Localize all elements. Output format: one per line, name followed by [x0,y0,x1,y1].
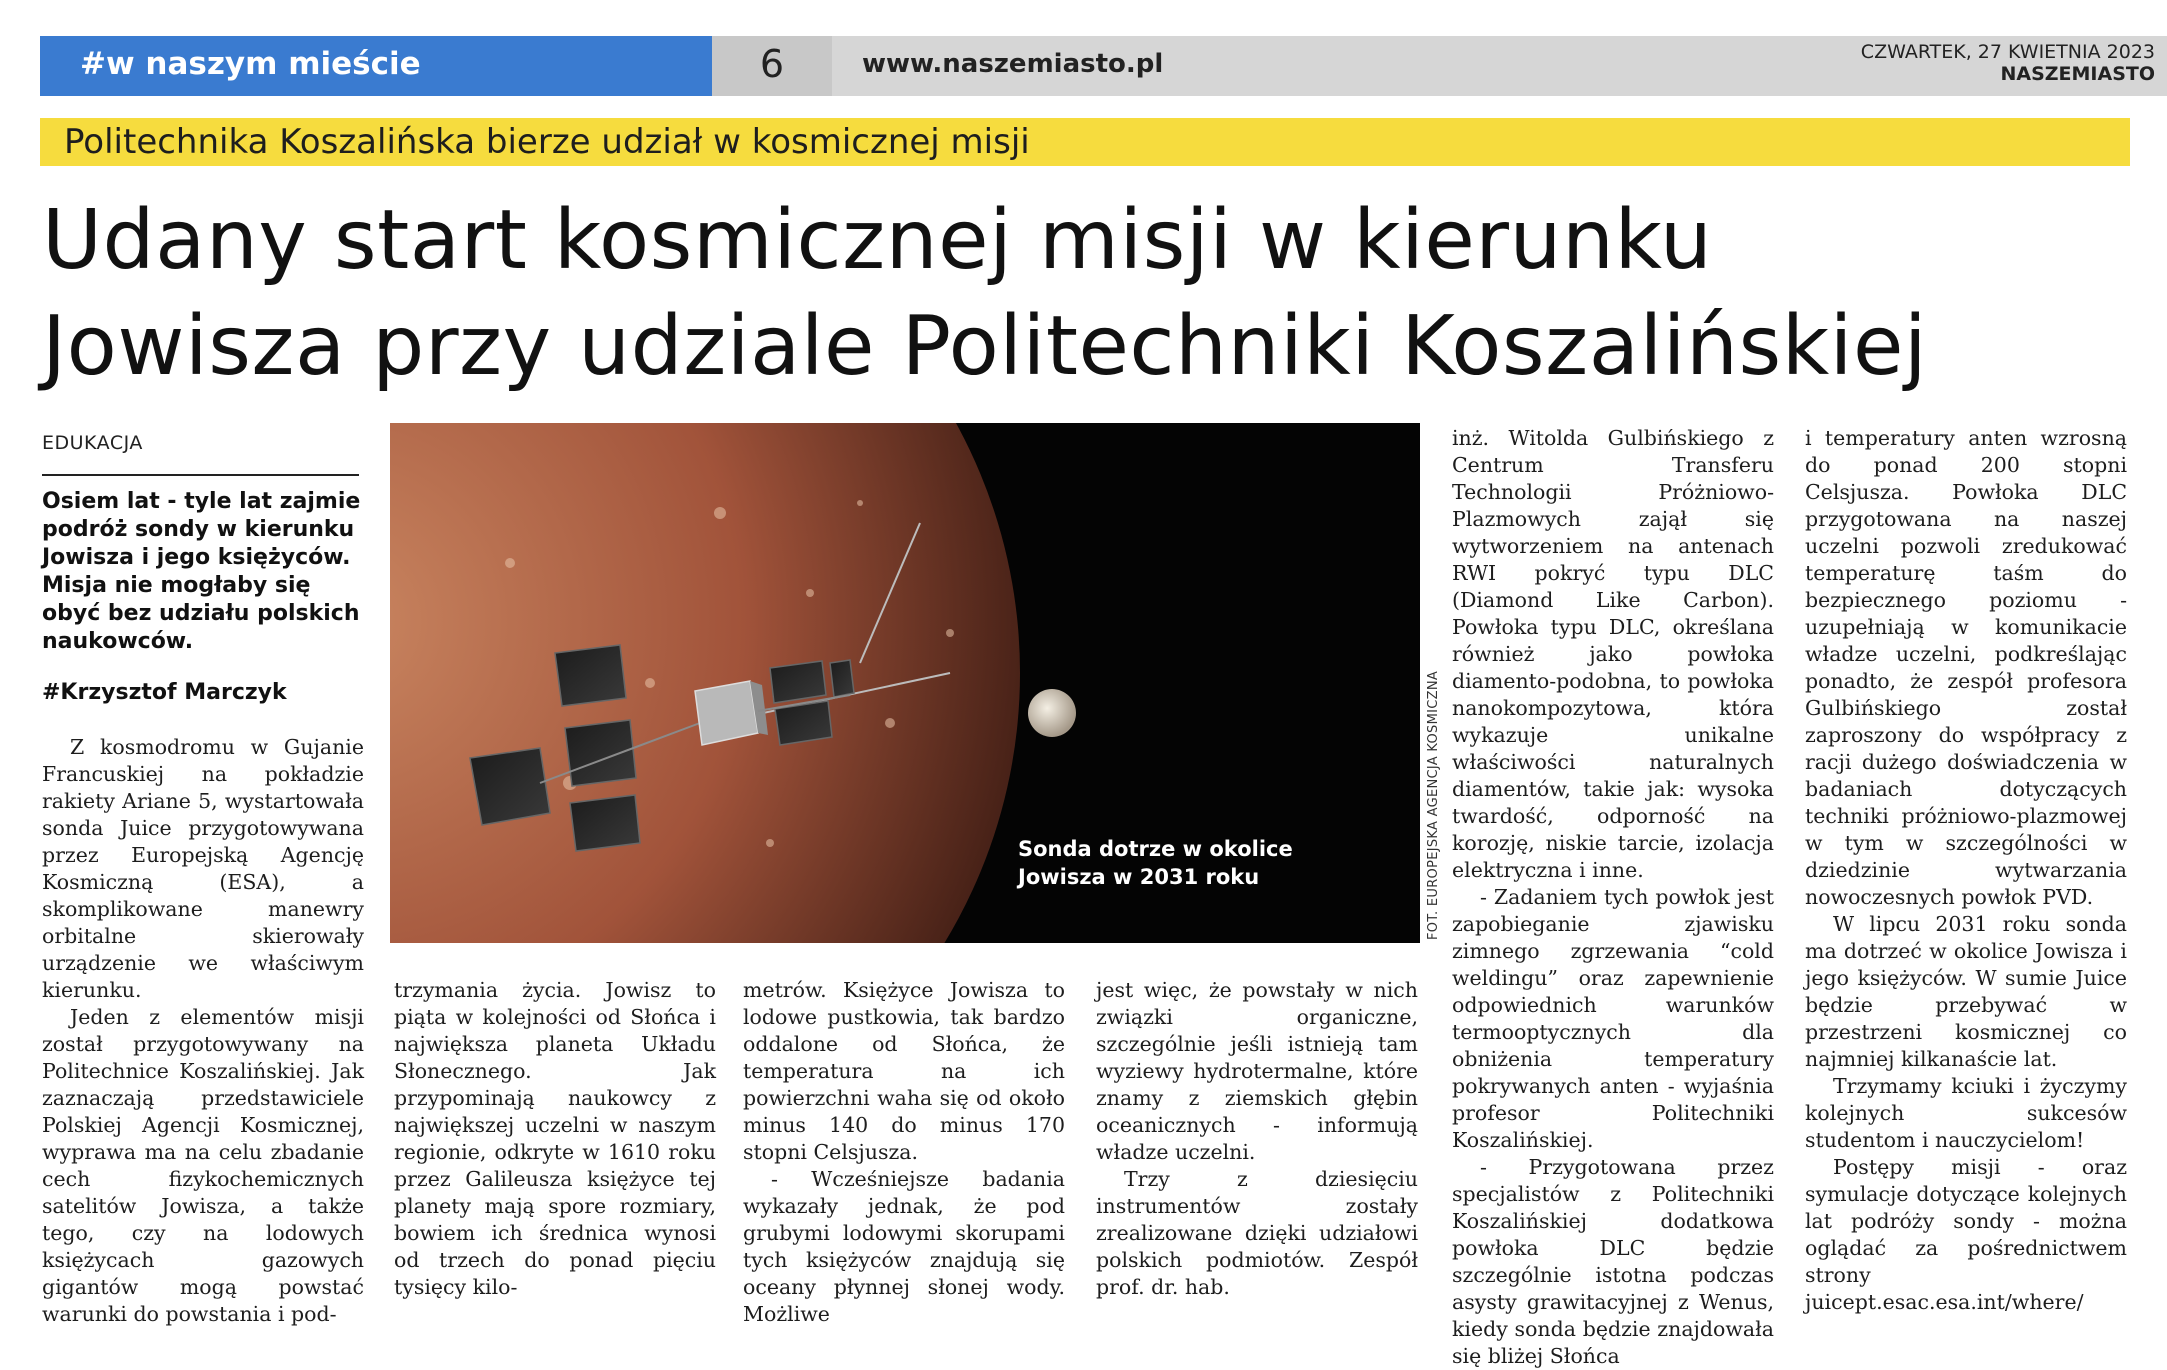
url-banner [832,36,2167,96]
headline-line-1: Udany start kosmicznej misji w kierunku [42,193,1713,288]
paragraph: Trzy z dziesięciu instrumentów zostały zrealizowane dzięki udziałowi polskich podmiotów. Zespół prof. dr. hab. [1096,1167,1418,1299]
moon-ganymede [390,423,1020,943]
photo-credit: FOT. EUROPEJSKA AGENCJA KOSMICZNA [1426,670,1441,940]
kicker-text: Politechnika Koszalińska bierze udział w kosmicznej misji [64,122,1030,162]
headline [42,188,2142,400]
page-number-box [712,36,832,96]
photo-caption: Sonda dotrze w okolice Jowisza w 2031 roku [1018,837,1293,889]
paragraph: inż. Witolda Gulbińskiego z Centrum Transferu Technologii Próżniowo-Plazmowych zajął się wytworzeniem na antenach RWI pokryć typu DLC (Diamond Like Carbon). Powłoka typu DLC, określana również jako powłoka diamento-podobna, to powłoka nanokompozytowa, która wykazuje unikalne właściwości naturalnych diamentów, takie jak: wysoka twardość, odporność na korozję, niskie tarcie, izolacja elektryczna i inne. [1452,426,1774,882]
section-label: #w naszym mieście [80,46,421,82]
paragraph: Trzymamy kciuki i życzymy kolejnych sukcesów studentom i nauczycielom! [1805,1074,2127,1152]
jupiter-icon [1028,689,1076,737]
paragraph: - Przygotowana przez specjalistów z Politechniki Koszalińskiej dodatkowa powłoka DLC będzie szczególnie istotna podczas asysty grawitacyjnej z Wenus, kiedy sonda będzie znajdowała się bliżej Słońca [1452,1155,1774,1368]
paragraph: Z kosmodromu w Gujanie Francuskiej na pokładzie rakiety Ariane 5, wystartowała sonda Juice przygotowywana przez Europejską Agencję Kosmiczną (ESA), a skomplikowane manewry orbitalne skierowały urządzenie we właściwym kierunku. [42,735,364,1002]
author-byline: #Krzysztof Marczyk [42,680,287,705]
paragraph: jest więc, że powstały w nich związki organiczne, szczególnie jeśli istnieją tam wyziewy hydrotermalne, które znamy z ziemskich głębin oceanicznych - informują władze uczelni. [1096,978,1418,1164]
paragraph: Jeden z elementów misji został przygotowywany na Politechnice Koszalińskiej. Jak zaznaczają przedstawiciele Polskiej Agencji Kosmicznej, wyprawa ma na celu zbadanie cech fizykochemicznych satelitów Jowisza, a także tego, czy na lodowych księżycach gazowych gigantów mogą powstać warunki do powstania i pod- [42,1005,364,1326]
article-column-6 [1805,425,2127,1316]
paragraph: - Wcześniejsze badania wykazały jednak, że pod grubymi lodowymi skorupami tych księżyców znajdują się oceany płynnej słonej wody. Możliwe [743,1167,1065,1326]
article-photo [390,423,1420,943]
article-column-1 [42,734,364,1328]
article-column-4 [1096,977,1418,1301]
masthead [40,36,2167,96]
paragraph: trzymania życia. Jowisz to piąta w kolejności od Słońca i największa planeta Układu Słonecznego. Jak przypominają naukowcy z największej uczelni w naszym regionie, odkryte w 1610 roku przez Galileusza księżyce tej planety mają spore rozmiary, bowiem ich średnica wynosi od trzech do ponad pięciu tysięcy kilo- [394,978,716,1299]
paragraph: W lipcu 2031 roku sonda ma dotrzeć w okolice Jowisza i jego księżyców. W sumie Juice będzie przebywać w przestrzeni kosmicznej co najmniej kilkanaście lat. [1805,912,2127,1071]
site-url[interactable]: www.naszemiasto.pl [862,49,1164,79]
lead-paragraph: Osiem lat - tyle lat zajmie podróż sondy w kierunku Jowisza i jego księżyców. Misja nie mogłaby się obyć bez udziału polskich naukowców. [42,489,361,654]
article-column-3 [743,977,1065,1328]
paragraph: metrów. Księżyce Jowisza to lodowe pustkowia, tak bardzo oddalone od Słońca, że temperatura na ich powierzchni waha się od około minus 140 do minus 170 stopni Celsjusza. [743,978,1065,1164]
paragraph: i temperatury anten wzrosną do ponad 200 stopni Celsjusza. Powłoka DLC przygotowana na naszej uczelni pozwoli zredukować temperaturę taśm do bezpiecznego poziomu - uzupełniają w komunikacie władze uczelni, podkreślając ponadto, że zespół profesora Gulbińskiego został zaproszony do współpracy z racji dużego doświadczenia w badaniach dotyczących techniki próżniowo-plazmowej w tym w szczególności w dziedzinie wytwarzania nowoczesnych powłok PVD. [1805,426,2127,909]
article-column-2 [394,977,716,1301]
headline-line-2: Jowisza przy udziale Politechniki Koszalińskiej [42,299,1928,394]
issue-date: CZWARTEK, 27 KWIETNIA 2023 [1860,41,2155,63]
article-column-5 [1452,425,1774,1370]
rubric: EDUKACJA [42,432,143,454]
kicker-bar [40,118,2130,166]
section-banner [40,36,712,96]
paragraph: - Zadaniem tych powłok jest zapobieganie zjawisku zimnego zgrzewania “cold weldingu” oraz zapewnienie odpowiednich warunków termooptycznych dla obniżenia temperatury pokrywanych anten - wyjaśnia profesor Politechniki Koszalińskiej. [1452,885,1774,1152]
divider [42,474,359,476]
brand-name: NASZEMIASTO [2000,63,2155,85]
issue-date-block [1861,41,2155,85]
page-number: 6 [759,42,785,86]
paragraph: Postępy misji - oraz symulacje dotyczące kolejnych lat podróży sondy - można oglądać za pośrednictwem strony juicept.esac.esa.int/where/ [1805,1155,2127,1314]
